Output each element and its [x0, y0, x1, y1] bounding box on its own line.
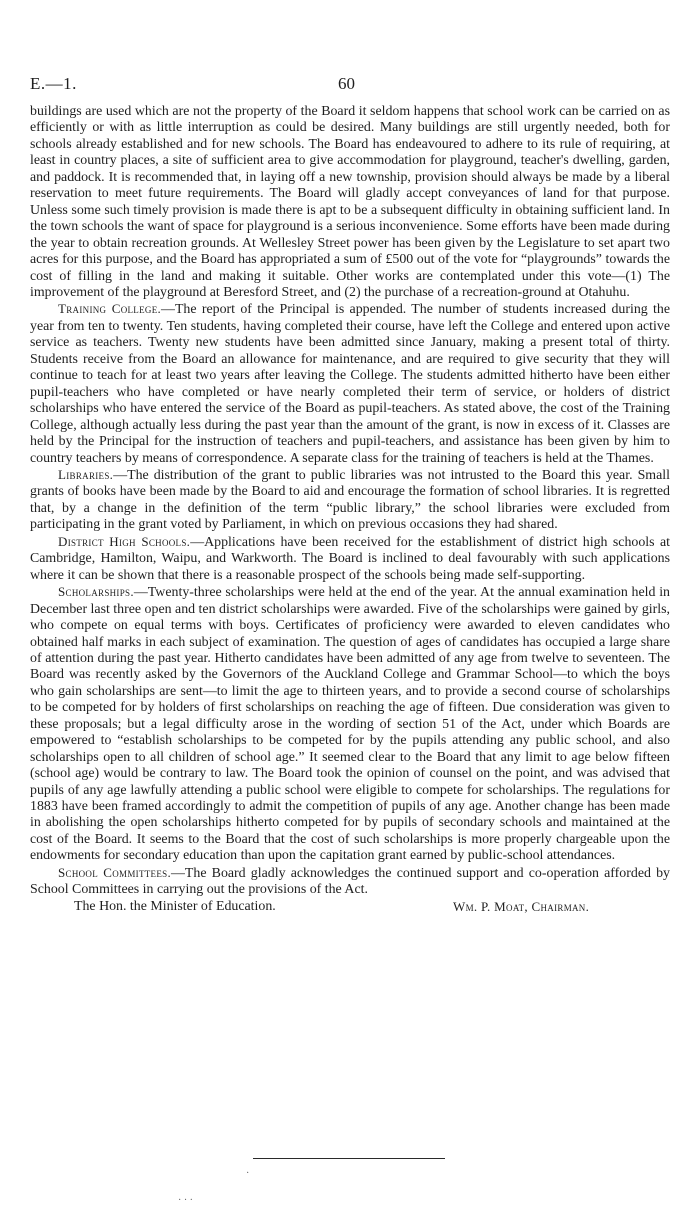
- paragraph-school-committees: [30, 865, 670, 899]
- print-speck: ·: [246, 1168, 250, 1179]
- page-number: 60: [338, 74, 355, 93]
- section-heading: Training College.: [58, 301, 162, 317]
- signature: Wm. P. Moat, Chairman.: [453, 898, 590, 914]
- print-speck: · · ·: [178, 1195, 193, 1206]
- paragraph-text: —Twenty-three scholarships were held at the end of the year. At the annual examination held in December last three open and ten district scholarships were awarded. Five of the scholarships were gained by girls, who compete on equal terms with boys. Certificates of proficiency were awarded to eleven candidates who obtained half marks in each subject of examination. The question of ages of candidates has occupied a large share of attention during the past year. Hitherto candidates have been admitted of any age from twelve to seventeen. The Board was recently asked by the Governors of the Auckland College and Grammar School—to which the boys who gain scholarships are sent—to limit the age to thirteen years, and to provide a second course of scholarships to be competed for by holders of first scholarships on reaching the age of fifteen. Due consideration was given to these proposals; but a legal difficulty arose in the wording of section 51 of the Act, under which Boards are empowered to “establish scholarships to be competed for by the pupils attending any public school, and also scholarships open to all children of school age.” It seemed clear to the Board that any limit to age below fifteen (school age) would be contrary to law. The Board took the opinion of counsel on the point, and was advised that pupils of any age lawfully attending a public school were eligible to compete for scholarships. The regulations for 1883 have been framed accordingly to admit the competition of pupils of any age. Another change has been made in abolishing the open scholarships hitherto competed for by pupils of secondary schools and maintained at the cost of the Board. It seems to the Board that the cost of such scholarships is more properly chargeable upon the endowments for secondary education than upon the capitation grant earned by public-school attendances.: [30, 585, 670, 864]
- addressee: The Hon. the Minister of Education.: [74, 898, 276, 914]
- section-heading: School Committees.: [58, 864, 172, 880]
- paragraph-text: —The report of the Principal is appended. The number of students increased during the year from ten to twenty. Ten students, having completed their course, have left the College and entered upon active service as teachers. Twenty new students have been admitted since January, making a present total of thirty. Students receive from the Board an allowance for maintenance, and are required to give security that they will continue to teach for at least two years after leaving the College. The students admitted hitherto have been either pupil-teachers who have completed or have nearly completed their term of service, or holders of district scholarships who have entered the service of the Board as pupil-teachers. As stated above, the cost of the Training College, although actually less during the past year than the amount of the grant, is now in excess of it. Classes are held by the Principal for the instruction of teachers and pupil-teachers, and assistance has been given by him to country teachers by means of correspondence. A separate class for the training of teachers is held at the Thames.: [30, 302, 670, 466]
- paragraph-text: —The Board gladly acknowledges the continued support and co-operation afforded by School Committees in carrying out the provisions of the Act.: [30, 865, 671, 898]
- report-body: [30, 104, 670, 917]
- paragraph-scholarships: [30, 584, 670, 865]
- paragraph-training-college: [30, 301, 670, 467]
- paragraph-buildings: [30, 104, 670, 301]
- section-heading: Libraries.: [58, 466, 114, 482]
- paragraph-libraries: [30, 467, 670, 534]
- document-reference: E.—1.: [30, 74, 77, 93]
- paragraph-text: buildings are used which are not the property of the Board it seldom happens that school work can be carried on as efficiently or with as little interruption as could be desired. Many buildings are still urgently needed, both for schools already established and for new schools. The Board has endeavoured to adhere to its rule of requiring, at least in country places, a site of sufficient area to give accommodation for playground, teacher's dwelling, garden, and paddock. It is recommended that, in laying off a new township, provision should always be made by a liberal reservation to meet future requirements. The Board will gladly accept conveyances of land for that purpose. Unless some such timely provision is made there is apt to be a subsequent difficulty in obtaining sufficient land. In the town schools the want of space for playground is a serious inconvenience. Some efforts have been made during the year to obtain recreation grounds. At Wellesley Street power has been given by the Legislature to set apart two acres for this purpose, and the Board has appropriated a sum of £500 out of the vote for “playgrounds” towards the cost of filling in the land and making it suitable. Other works are contemplated under this vote—(1) The improvement of the playground at Beresford Street, and (2) the purchase of a recreation-ground at Otahuhu.: [30, 104, 670, 300]
- paragraph-text: —Applications have been received for the establishment of district high schools at Cambridge, Hamilton, Waipu, and Warkworth. The Board is inclined to deal favourably with such applications where it can be shown that there is a reasonable prospect of the schools being made self-supporting.: [30, 534, 670, 583]
- section-heading: Scholarships.: [58, 584, 134, 600]
- paragraph-district-high-schools: [30, 534, 670, 584]
- paragraph-text: —The distribution of the grant to public libraries was not intrusted to the Board this year. Small grants of books have been made by the Board to aid and encourage the formation of school libraries. It is regretted that, by a change in the definition of the term “public library,” the school libraries were excluded from participating in the grant voted by Parliament, in which on previous occasions they had shared.: [30, 467, 670, 533]
- closing-line: [30, 899, 670, 917]
- end-rule: [253, 1158, 445, 1159]
- section-heading: District High Schools.: [58, 533, 191, 549]
